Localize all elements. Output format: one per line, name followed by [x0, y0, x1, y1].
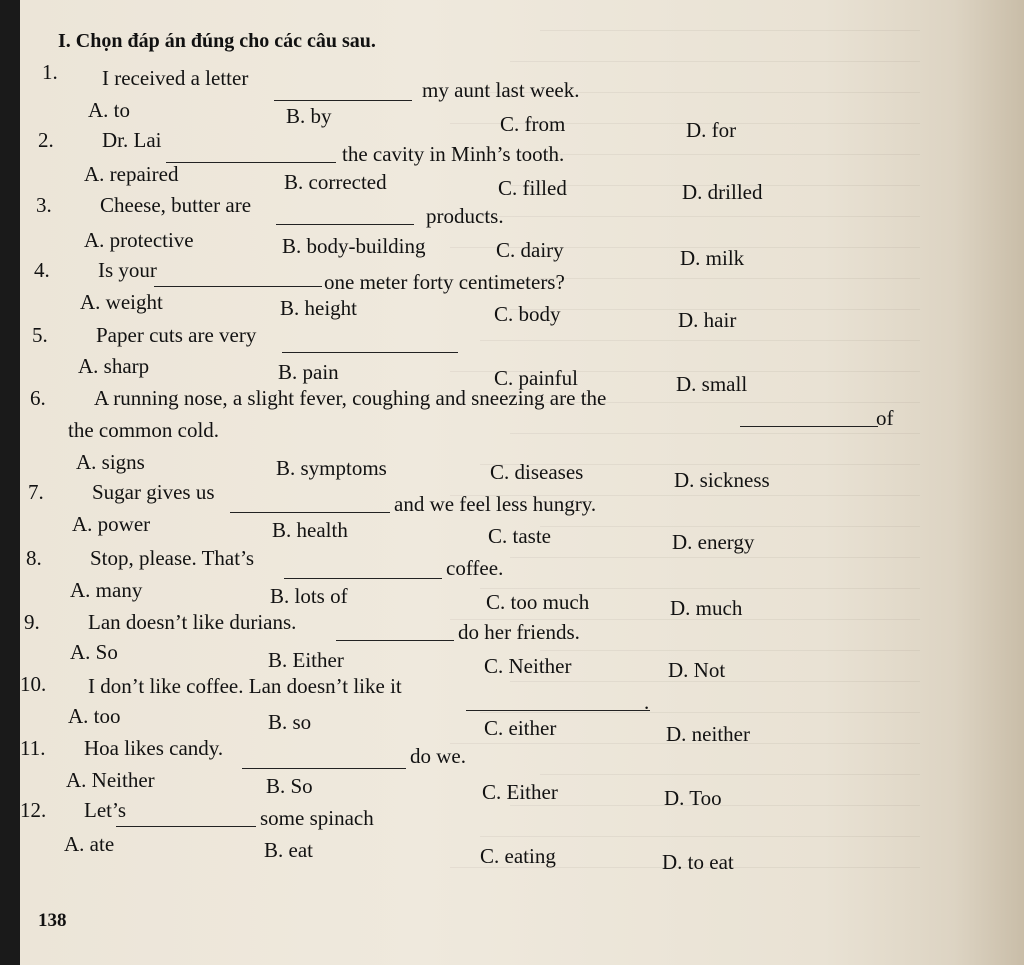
answer-option: A. So — [70, 640, 118, 664]
question-stem: Lan doesn’t like durians. — [88, 610, 297, 634]
question-stem-end: do we. — [410, 744, 466, 768]
question-stem: Cheese, butter are — [100, 193, 252, 217]
question-stem: Sugar gives us — [92, 480, 215, 504]
question-stem-end: one meter forty centimeters? — [324, 270, 565, 294]
answer-option: C. too much — [486, 590, 590, 614]
answer-option: C. eating — [480, 844, 556, 868]
answer-option: B. Either — [268, 648, 344, 672]
question-stem-end: of — [876, 406, 894, 430]
answer-option: A. sharp — [78, 354, 150, 378]
answer-option: D. for — [686, 118, 737, 142]
answer-blank — [284, 578, 442, 579]
answer-option: D. much — [670, 596, 743, 620]
answer-option: A. ate — [64, 832, 115, 856]
answer-option: B. by — [286, 104, 332, 128]
question-stem: A running nose, a slight fever, coughing and sneezing are the — [94, 386, 607, 410]
answer-option: A. too — [68, 704, 121, 728]
answer-option: D. small — [676, 372, 748, 396]
answer-option: B. height — [280, 296, 357, 320]
answer-option: B. pain — [278, 360, 339, 384]
answer-blank — [154, 286, 322, 287]
answer-option: C. either — [484, 716, 557, 740]
answer-option: D. energy — [672, 530, 755, 554]
question-number: 5. — [32, 323, 48, 347]
question-stem-end: . — [644, 690, 650, 714]
answer-option: A. weight — [80, 290, 163, 314]
answer-blank — [466, 710, 650, 711]
answer-option: D. Not — [668, 658, 726, 682]
answer-option: D. to eat — [662, 850, 734, 874]
answer-option: D. hair — [678, 308, 737, 332]
answer-option: A. protective — [84, 228, 194, 252]
answer-option: D. milk — [680, 246, 745, 270]
answer-option: B. so — [268, 710, 312, 734]
question-stem: Dr. Lai — [102, 128, 162, 152]
answer-blank — [274, 100, 412, 101]
answer-option: C. dairy — [496, 238, 564, 262]
answer-option: C. from — [500, 112, 566, 136]
answer-option: C. Neither — [484, 654, 572, 678]
answer-option: B. symptoms — [276, 456, 387, 480]
answer-option: B. So — [266, 774, 313, 798]
question-stem-end: do her friends. — [458, 620, 580, 644]
answer-option: C. body — [494, 302, 561, 326]
answer-option: D. drilled — [682, 180, 763, 204]
answer-option: B. corrected — [284, 170, 387, 194]
question-number: 11. — [20, 736, 46, 760]
question-stem: Stop, please. That’s — [90, 546, 255, 570]
question-number: 6. — [30, 386, 46, 410]
answer-blank — [242, 768, 406, 769]
question-stem-end: coffee. — [446, 556, 504, 580]
answer-option: C. painful — [494, 366, 578, 390]
question-number: 9. — [24, 610, 40, 634]
answer-blank — [166, 162, 336, 163]
question-stem: I received a letter — [102, 66, 249, 90]
question-stem: Hoa likes candy. — [84, 736, 224, 760]
question-stem-end: some spinach — [260, 806, 374, 830]
question-stem-end: and we feel less hungry. — [394, 492, 597, 516]
answer-blank — [740, 426, 878, 427]
answer-option: A. signs — [76, 450, 145, 474]
answer-option: C. Either — [482, 780, 558, 804]
question-stem-continuation: the common cold. — [68, 418, 220, 442]
answer-option: D. sickness — [674, 468, 770, 492]
question-number: 12. — [20, 798, 47, 822]
question-stem: Is your — [98, 258, 157, 282]
question-stem-end: the cavity in Minh’s tooth. — [342, 142, 565, 166]
answer-option: B. body-building — [282, 234, 426, 258]
question-number: 1. — [42, 60, 58, 84]
question-stem: Paper cuts are very — [96, 323, 257, 347]
answer-option: D. Too — [664, 786, 722, 810]
question-number: 7. — [28, 480, 44, 504]
answer-blank — [282, 352, 458, 353]
answer-blank — [230, 512, 390, 513]
answer-option: B. health — [272, 518, 348, 542]
answer-option: A. many — [70, 578, 143, 602]
answer-blank — [116, 826, 256, 827]
textbook-page — [20, 0, 1024, 965]
answer-option: B. eat — [264, 838, 313, 862]
question-number: 3. — [36, 193, 52, 217]
answer-option: C. diseases — [490, 460, 584, 484]
section-heading: I. Chọn đáp án đúng cho các câu sau. — [58, 30, 376, 52]
bleed-through-text — [400, 0, 920, 900]
question-stem: Let’s — [84, 798, 126, 822]
question-number: 8. — [26, 546, 42, 570]
answer-blank — [336, 640, 454, 641]
answer-option: A. to — [88, 98, 130, 122]
answer-option: D. neither — [666, 722, 750, 746]
question-stem-end: my aunt last week. — [422, 78, 580, 102]
answer-option: A. Neither — [66, 768, 155, 792]
page-number: 138 — [38, 910, 67, 931]
question-number: 2. — [38, 128, 54, 152]
answer-blank — [276, 224, 414, 225]
question-stem-end: products. — [426, 204, 504, 228]
question-stem: I don’t like coffee. Lan doesn’t like it — [88, 674, 402, 698]
answer-option: C. taste — [488, 524, 551, 548]
answer-option: C. filled — [498, 176, 567, 200]
answer-option: A. power — [72, 512, 151, 536]
answer-option: A. repaired — [84, 162, 179, 186]
answer-option: B. lots of — [270, 584, 348, 608]
question-number: 10. — [20, 672, 47, 696]
question-number: 4. — [34, 258, 50, 282]
